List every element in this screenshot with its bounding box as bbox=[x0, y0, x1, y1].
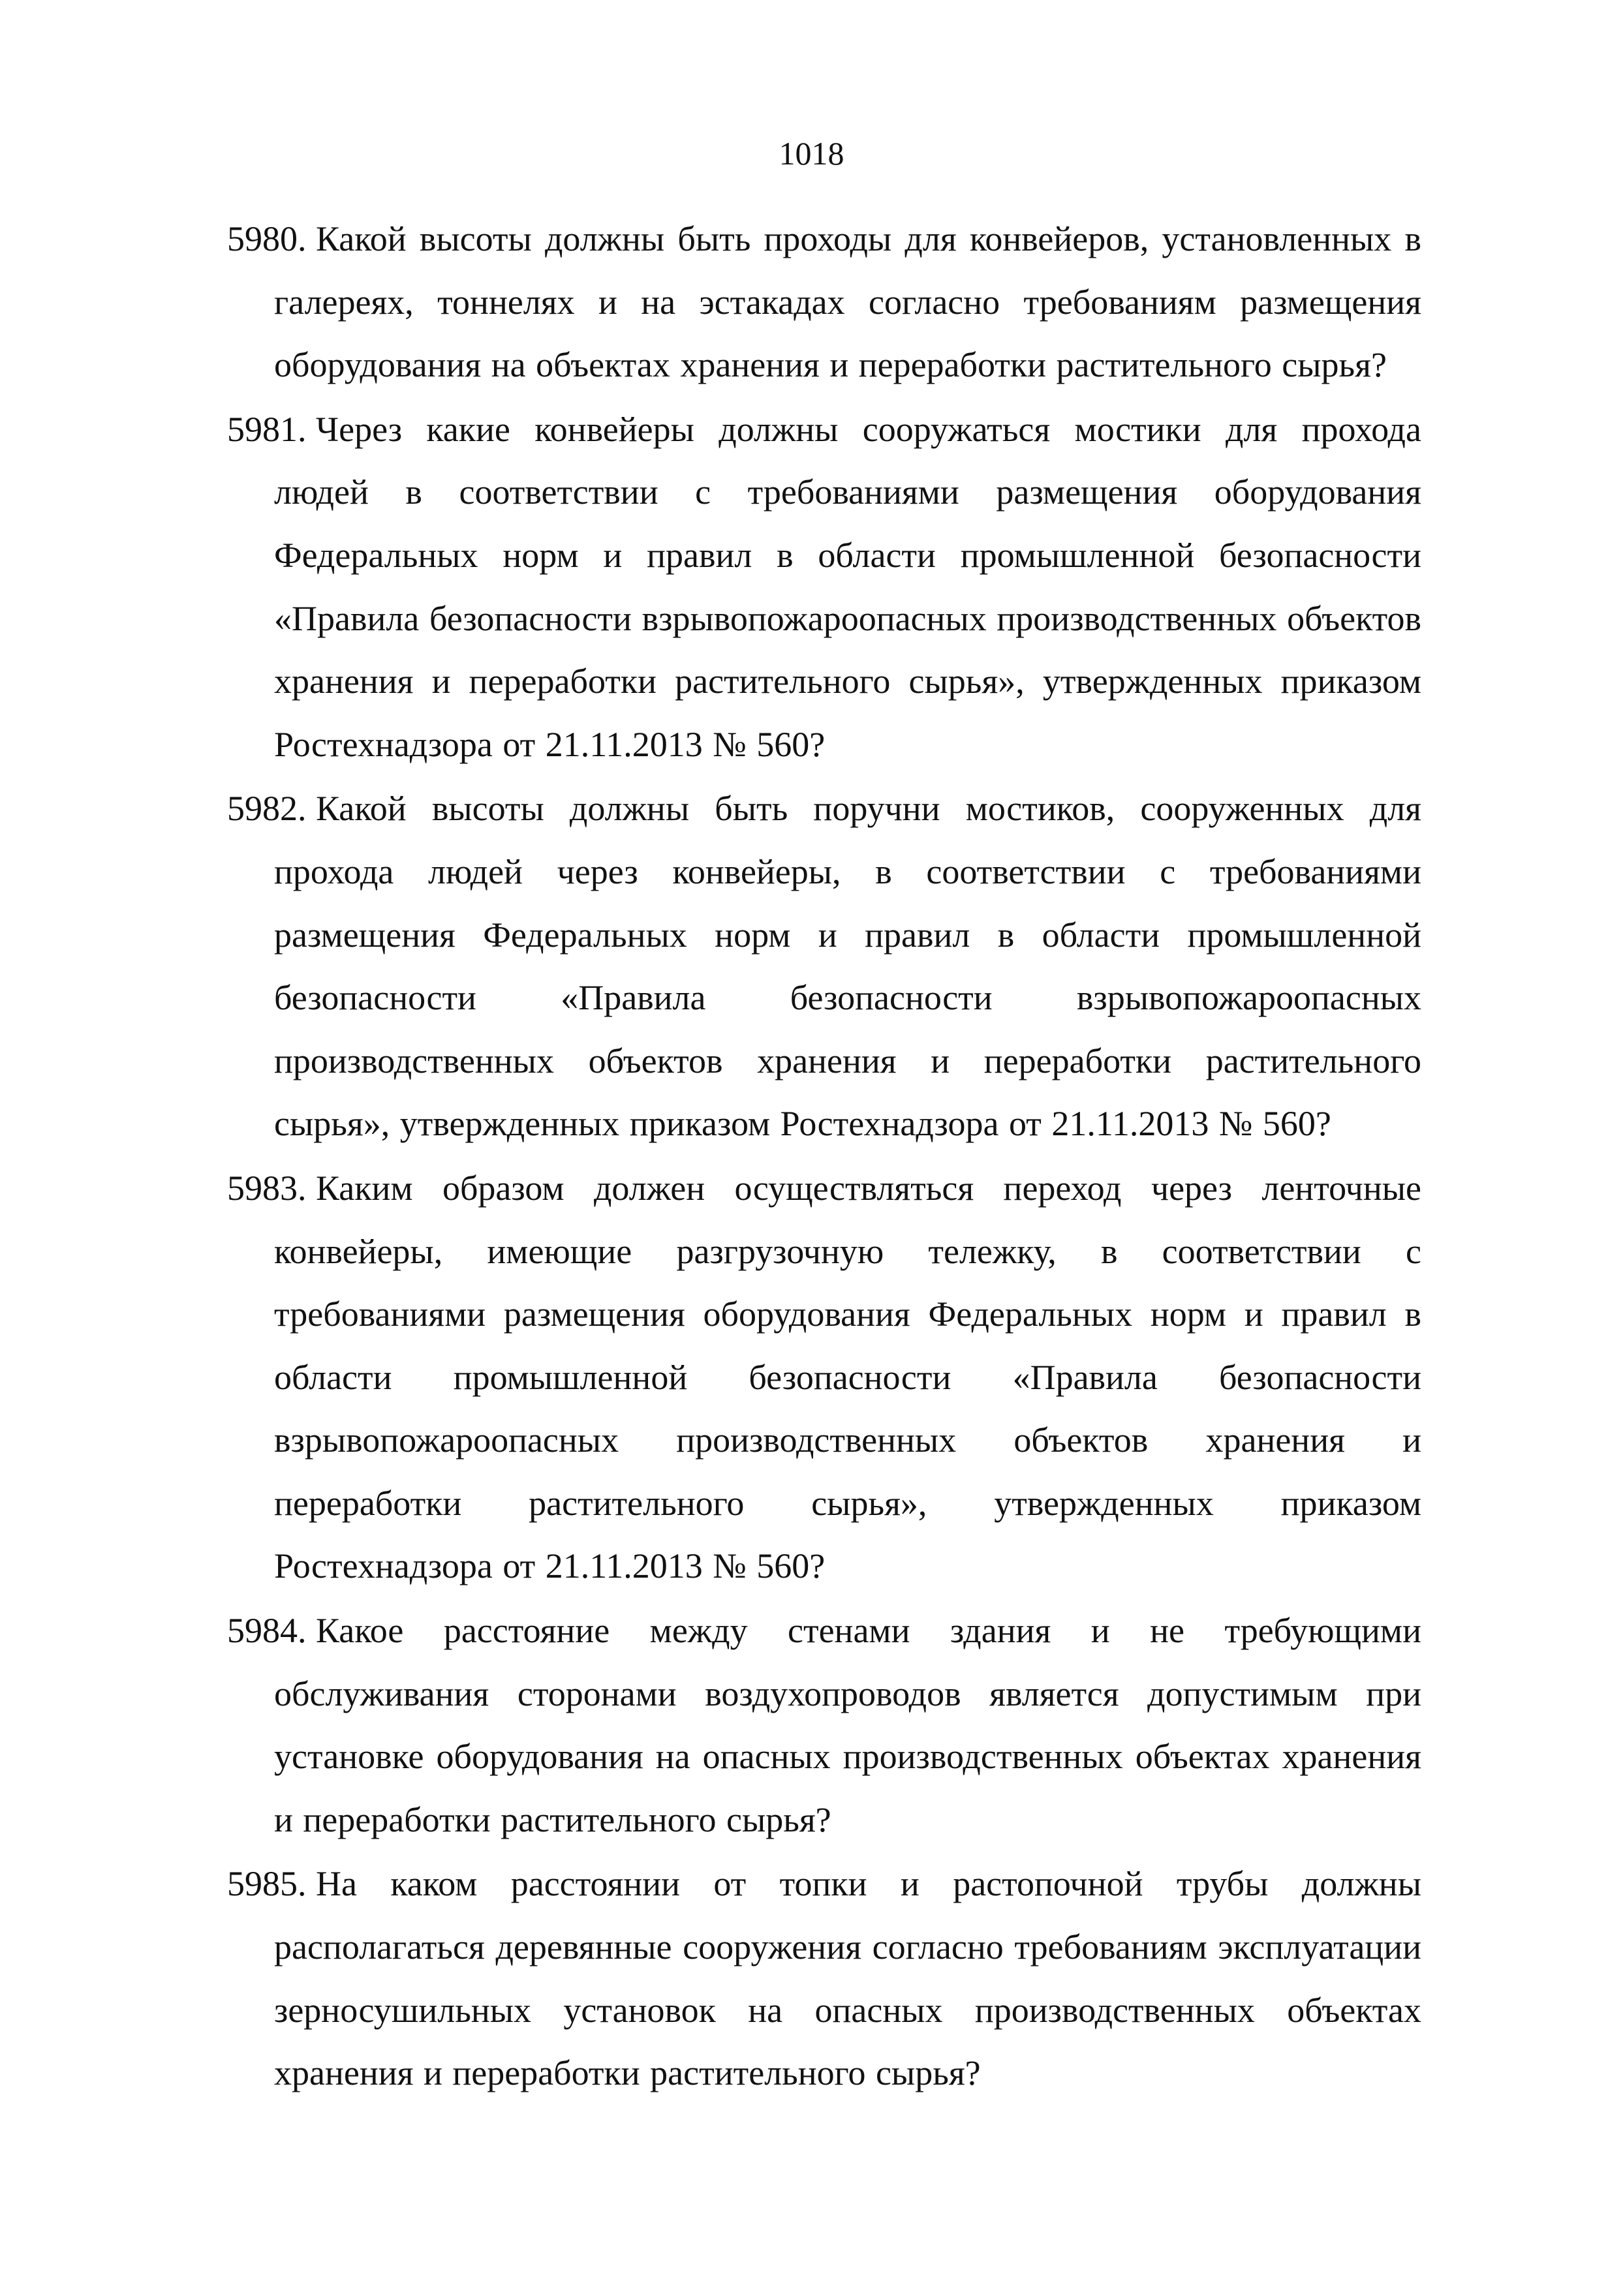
question-item-5984 bbox=[227, 1599, 1421, 1851]
question-text: Какой высоты должны быть проходы для конвейеров, установленных в галереях, тоннелях и на эстакадах согласно требованиям размещения оборудования на объектах хранения и переработки растительного сырья? bbox=[274, 219, 1421, 385]
question-number: 5985. bbox=[227, 1864, 307, 1904]
question-item-5982 bbox=[227, 777, 1421, 1156]
question-text: Какое расстояние между стенами здания и не требующими обслуживания сторонами воздухопроводов является допустимым при установке оборудования на опасных производственных объектах хранения и переработки растительного сырья? bbox=[274, 1611, 1421, 1839]
question-item-5985 bbox=[227, 1852, 1421, 2104]
question-text: На каком расстоянии от топки и растопочной трубы должны располагаться деревянные сооружения согласно требованиям эксплуатации зерносушильных установок на опасных производственных объектах хранения и переработки растительного сырья? bbox=[274, 1864, 1421, 2093]
question-text: Каким образом должен осуществляться переход через ленточные конвейеры, имеющие разгрузочную тележку, в соответствии с требованиями размещения оборудования Федеральных норм и правил в области промышленной безопасности «Правила безопасности взрывопожароопасных производственных объектов хранения и переработки растительного сырья», утвержденных приказом Ростехнадзора от 21.11.2013 № 560? bbox=[274, 1168, 1421, 1586]
question-number: 5982. bbox=[227, 789, 307, 829]
question-number: 5983. bbox=[227, 1168, 307, 1208]
page-number: 1018 bbox=[779, 135, 844, 172]
question-number: 5984. bbox=[227, 1611, 307, 1651]
question-text: Какой высоты должны быть поручни мостиков, сооруженных для прохода людей через конвейеры, в соответствии с требованиями размещения Федеральных норм и правил в области промышленной безопасности «Правила безопасности взрывопожароопасных производственных объектов хранения и переработки растительного сырья», утвержденных приказом Ростехнадзора от 21.11.2013 № 560? bbox=[274, 789, 1421, 1144]
question-item-5983 bbox=[227, 1157, 1421, 1598]
question-item-5980 bbox=[227, 207, 1421, 397]
question-number: 5981. bbox=[227, 409, 307, 449]
question-item-5981 bbox=[227, 398, 1421, 776]
question-text: Через какие конвейеры должны сооружаться мостики для прохода людей в соответствии с требованиями размещения оборудования Федеральных норм и правил в области промышленной безопасности «Правила безопасности взрывопожароопасных производственных объектов хранения и переработки растительного сырья», утвержденных приказом Ростехнадзора от 21.11.2013 № 560? bbox=[274, 409, 1421, 764]
question-list bbox=[227, 207, 1421, 2106]
question-number: 5980. bbox=[227, 219, 307, 258]
